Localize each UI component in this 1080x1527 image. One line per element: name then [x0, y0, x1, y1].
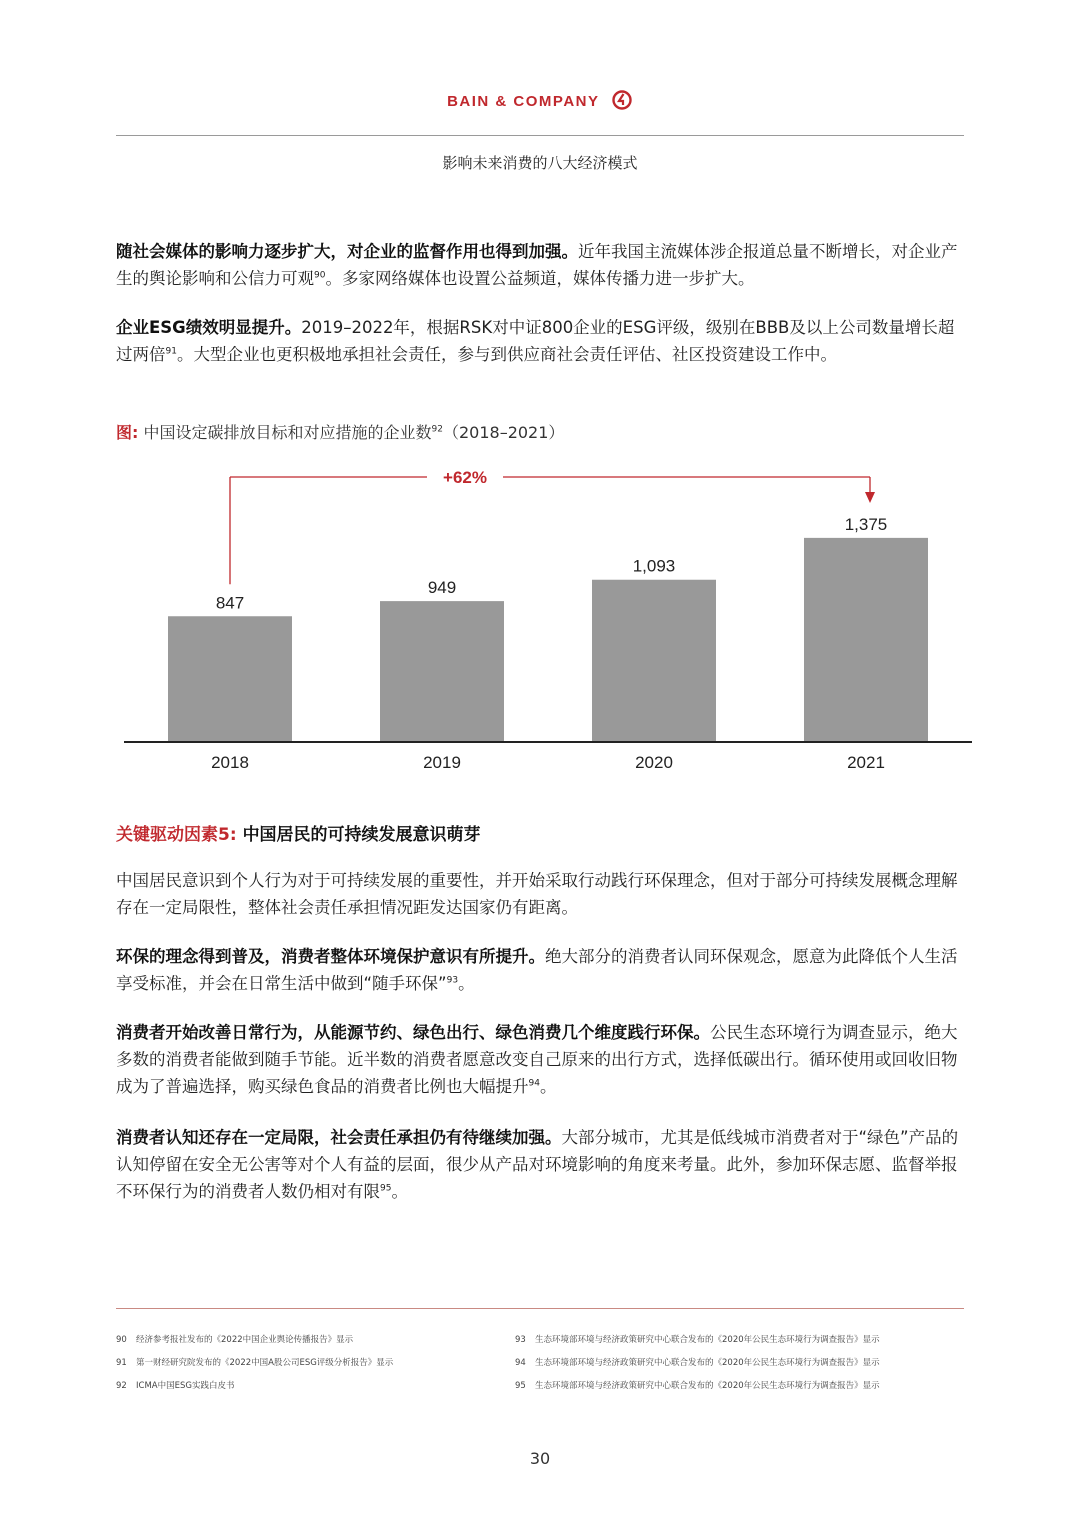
data-label-2019: 949	[427, 578, 457, 598]
paragraph-lead: 环保的理念得到普及，消费者整体环境保护意识有所提升。	[116, 947, 545, 966]
paragraph-lead: 随社会媒体的影响力逐步扩大，对企业的监督作用也得到加强。	[116, 242, 578, 261]
paragraph-limits	[116, 1124, 966, 1205]
footnote-ref: 92	[431, 424, 443, 435]
paragraph-tail: 。	[539, 1077, 557, 1096]
bar-2020	[592, 580, 716, 742]
footnote-ref: 90	[314, 270, 326, 281]
running-title: 影响未来消费的八大经济模式	[442, 154, 638, 172]
paragraph-intro	[116, 867, 966, 921]
data-label-2021: 1,375	[844, 514, 888, 534]
footnote-number: 93	[515, 1335, 526, 1345]
paragraph-lead: 消费者认知还存在一定局限，社会责任承担仍有待继续加强。	[116, 1128, 562, 1147]
footnote	[116, 1333, 353, 1345]
driver-title: 中国居民的可持续发展意识萌芽	[242, 825, 481, 845]
bar-2019	[380, 601, 504, 742]
footnote-number: 94	[515, 1358, 526, 1368]
paragraph-behavior	[116, 1019, 966, 1100]
footnote	[116, 1356, 393, 1368]
footnote	[515, 1356, 880, 1368]
footnote-divider	[116, 1308, 964, 1309]
footnote-ref: 95	[380, 1183, 392, 1194]
footnote-text: 生态环境部环境与经济政策研究中心联合发布的《2020年公民生态环境行为调查报告》显示	[535, 1381, 880, 1391]
bar-2021	[804, 538, 928, 742]
footnote-number: 90	[116, 1335, 127, 1345]
tick-label-2018: 2018	[211, 753, 249, 772]
paragraph-tail: 。多家网络媒体也设置公益频道，媒体传播力进一步扩大。	[325, 269, 755, 288]
paragraph-body: 公民生态环境行为调查显示，绝大多数的消费者能做到随手节能。近半数的消费者愿意改变自己原来的出行方式，选择低碳出行。循环使用或回收旧物成为了普遍选择，购买绿色食品的消费者比例也大幅提升	[116, 1023, 958, 1096]
paragraph-body: 中国居民意识到个人行为对于可持续发展的重要性，并开始采取行动践行环保理念，但对于部分可持续发展概念理解存在一定局限性，整体社会责任承担情况距发达国家仍有距离。	[116, 871, 958, 917]
driver-heading	[116, 820, 481, 845]
brand-name: BAIN & COMPANY	[447, 93, 600, 110]
paragraph-body: 大部分城市，尤其是低线城市消费者对于“绿色”产品的认知停留在安全无公害等对个人有益的层面，很少从产品对环境影响的角度来考量。此外，参加环保志愿、监督举报不环保行为的消费者人数仍相对有限	[116, 1128, 959, 1201]
footnote-ref: 94	[528, 1078, 540, 1089]
bar-2018	[168, 616, 292, 742]
footnote-text: 生态环境部环境与经济政策研究中心联合发布的《2020年公民生态环境行为调查报告》显示	[535, 1335, 880, 1345]
footnote	[515, 1379, 880, 1391]
data-label-2020: 1,093	[632, 556, 676, 576]
footnote-ref: 93	[446, 975, 459, 986]
tick-label-2019: 2019	[423, 753, 461, 772]
paragraph-awareness	[116, 943, 966, 997]
footnote-text: 经济参考报社发布的《2022中国企业舆论传播报告》显示	[136, 1335, 354, 1345]
figure-label: 图:	[116, 423, 139, 442]
paragraph-body: 2019–2022年，根据RSK对中证800企业的ESG评级，级别在BBB及以上公司数量增长超过两倍	[116, 318, 955, 364]
data-label-2018: 847	[215, 593, 245, 613]
driver-label: 关键驱动因素5:	[116, 825, 237, 845]
paragraph-tail: 。	[391, 1182, 408, 1201]
footnote-number: 95	[515, 1381, 526, 1391]
page-number: 30	[529, 1449, 551, 1468]
paragraph-tail: 。大型企业也更积极地承担社会责任，参与到供应商社会责任评估、社区投资建设工作中。	[176, 345, 837, 364]
paragraph-body: 近年我国主流媒体涉企报道总量不断增长，对企业产生的舆论影响和公信力可观	[116, 242, 958, 288]
paragraph-body: 绝大部分的消费者认同环保观念，愿意为此降低个人生活享受标准，并会在日常生活中做到“随手环保”	[116, 947, 958, 993]
footnote-number: 92	[116, 1381, 127, 1391]
figure-period: （2018–2021）	[442, 423, 565, 442]
footnote-number: 91	[116, 1358, 127, 1368]
annotation-arrowhead	[865, 492, 875, 503]
footnote	[515, 1333, 880, 1345]
footnote-ref: 91	[165, 346, 177, 357]
footnote-text: ICMA中国ESG实践白皮书	[136, 1381, 235, 1391]
tick-label-2020: 2020	[635, 753, 673, 772]
growth-annotation: +62%	[443, 468, 487, 487]
footnote-text: 生态环境部环境与经济政策研究中心联合发布的《2020年公民生态环境行为调查报告》显示	[535, 1358, 880, 1368]
footnote-text: 第一财经研究院发布的《2022中国A股公司ESG评级分析报告》显示	[136, 1358, 394, 1368]
paragraph-lead: 企业ESG绩效明显提升。	[116, 318, 302, 337]
figure-caption: 中国设定碳排放目标和对应措施的企业数	[143, 423, 432, 442]
paragraph-tail: 。	[458, 974, 475, 993]
tick-label-2021: 2021	[847, 753, 885, 772]
footnote	[116, 1379, 234, 1391]
paragraph-lead: 消费者开始改善日常行为，从能源节约、绿色出行、绿色消费几个维度践行环保。	[116, 1023, 710, 1042]
